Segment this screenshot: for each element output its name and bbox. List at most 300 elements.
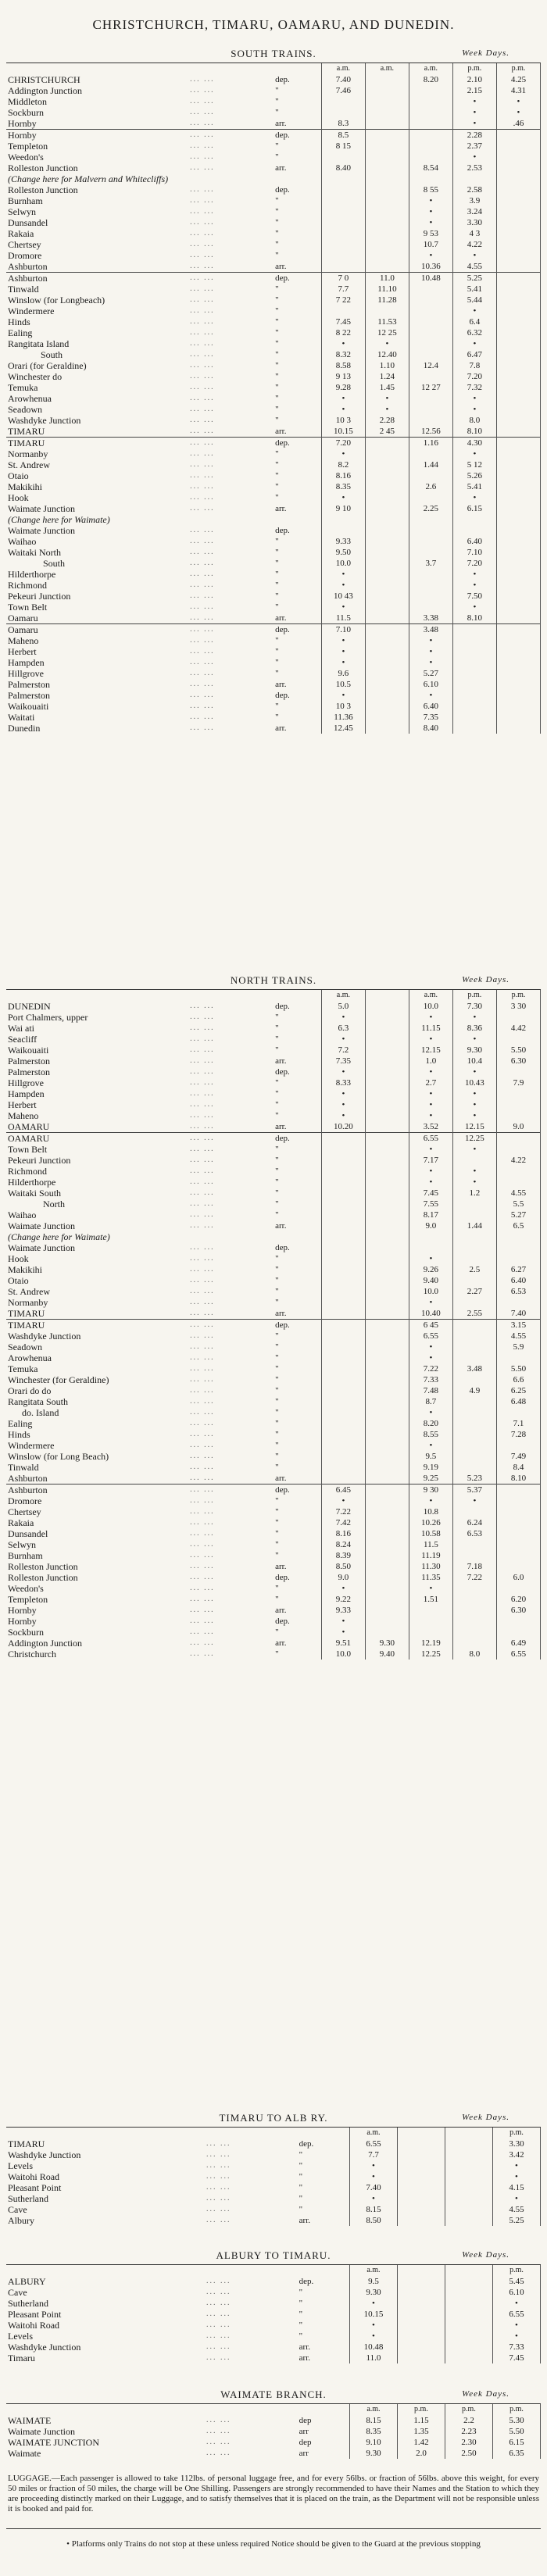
timetable-row xyxy=(6,679,541,690)
station-name: Dunsandel xyxy=(8,217,48,228)
train-time xyxy=(365,228,409,239)
train-time xyxy=(365,1374,409,1385)
train-time xyxy=(496,239,540,250)
train-time xyxy=(445,2353,492,2363)
train-time xyxy=(365,536,409,547)
leader-dots: ... ... xyxy=(190,284,215,293)
train-time xyxy=(445,2298,492,2309)
dep-arr-marker: " xyxy=(275,1551,279,1560)
timetable-row xyxy=(6,2287,541,2298)
timetable-row xyxy=(6,1451,541,1462)
train-time xyxy=(496,459,540,470)
footnote: • Platforms only Trains do not stop at these unless required Notice should be given to the Guard at the previous stopping xyxy=(66,2539,481,2549)
leader-dots: ... ... xyxy=(190,251,215,259)
train-time: • xyxy=(349,2320,397,2331)
train-time xyxy=(496,448,540,459)
leader-dots: ... ... xyxy=(190,317,215,326)
train-time: 2.10 xyxy=(452,74,496,85)
train-time xyxy=(365,1023,409,1034)
train-time xyxy=(365,141,409,152)
train-time xyxy=(365,1110,409,1121)
dep-arr-marker: " xyxy=(275,383,279,392)
train-time: 2.58 xyxy=(452,184,496,195)
train-time: 6.15 xyxy=(492,2437,540,2448)
leader-dots: ... ... xyxy=(190,1540,215,1549)
train-time xyxy=(496,426,540,438)
train-time: 6.4 xyxy=(452,316,496,327)
train-time: • xyxy=(409,1342,452,1352)
dep-arr-marker: " xyxy=(275,1111,279,1120)
train-time xyxy=(321,1144,365,1155)
station-name: Dunsandel xyxy=(8,1528,48,1539)
train-time: 9.25 xyxy=(409,1473,452,1485)
train-time xyxy=(365,1594,409,1605)
station-name: Hilderthorpe xyxy=(8,569,56,580)
train-time xyxy=(365,1121,409,1133)
dep-arr-marker: " xyxy=(275,471,279,481)
train-time: 10.15 xyxy=(349,2309,397,2320)
train-time: 10.7 xyxy=(409,239,452,250)
timetable-row xyxy=(6,1001,541,1012)
leader-dots: ... ... xyxy=(190,207,215,216)
dep-arr-marker: " xyxy=(275,1496,279,1506)
train-time: 7.22 xyxy=(452,1572,496,1583)
dep-arr-marker: " xyxy=(275,1419,279,1428)
dep-arr-marker: dep. xyxy=(275,1002,290,1011)
timetable-row xyxy=(6,107,541,118)
train-time xyxy=(445,2138,492,2149)
train-time: • xyxy=(452,152,496,163)
timetable-row xyxy=(6,426,541,438)
train-time: 6.40 xyxy=(496,1275,540,1286)
header-spacer xyxy=(298,2128,350,2138)
train-time: 6.0 xyxy=(496,1572,540,1583)
station-name: Hampden xyxy=(8,657,45,668)
train-time xyxy=(496,613,540,624)
train-time: 2.25 xyxy=(409,503,452,514)
train-time: 7.50 xyxy=(452,591,496,602)
train-time xyxy=(397,2276,445,2287)
timetable-row xyxy=(6,1363,541,1374)
train-time xyxy=(321,152,365,163)
train-time: 7.7 xyxy=(349,2149,397,2160)
train-time: • xyxy=(321,1088,365,1099)
train-time xyxy=(496,525,540,536)
timetable-row xyxy=(6,1331,541,1342)
timetable-row xyxy=(6,459,541,470)
dep-arr-marker: " xyxy=(275,1584,279,1593)
timetable-row xyxy=(6,448,541,459)
train-time: 3.52 xyxy=(409,1121,452,1133)
dep-arr-marker: " xyxy=(275,1199,279,1209)
train-time: 9.40 xyxy=(365,1649,409,1660)
timetable-row xyxy=(6,1220,541,1231)
train-time: • xyxy=(321,448,365,459)
train-time xyxy=(365,107,409,118)
train-time: • xyxy=(409,1012,452,1023)
train-time xyxy=(445,2287,492,2298)
train-time xyxy=(321,1242,365,1253)
train-time xyxy=(496,438,540,449)
timetable-row xyxy=(6,415,541,426)
train-time xyxy=(409,85,452,96)
train-time: 9.10 xyxy=(349,2437,397,2448)
train-time xyxy=(365,1485,409,1496)
train-time: • xyxy=(409,1099,452,1110)
ampm-row xyxy=(6,63,541,74)
train-time: 7.48 xyxy=(409,1385,452,1396)
station-name: North xyxy=(8,1199,65,1209)
timetable-row xyxy=(6,1506,541,1517)
timetable-row xyxy=(6,2342,541,2353)
train-time xyxy=(496,327,540,338)
timetable-row xyxy=(6,2448,541,2459)
dep-arr-marker: dep xyxy=(299,2438,312,2447)
train-time xyxy=(452,1297,496,1308)
train-time: 1.45 xyxy=(365,382,409,393)
train-time: 4.31 xyxy=(496,85,540,96)
leader-dots: ... ... xyxy=(190,1386,215,1395)
train-time: 8 22 xyxy=(321,327,365,338)
train-time: 7.55 xyxy=(409,1199,452,1209)
timetable-row xyxy=(6,569,541,580)
train-time: 2.2 xyxy=(445,2415,492,2426)
timetable-row xyxy=(6,1297,541,1308)
train-time: 6.48 xyxy=(496,1396,540,1407)
train-time xyxy=(365,1495,409,1506)
leader-dots: ... ... xyxy=(206,2277,231,2285)
train-time: 1.42 xyxy=(397,2437,445,2448)
train-time: 5.25 xyxy=(452,273,496,284)
dep-arr-marker: " xyxy=(275,295,279,305)
dep-arr-marker: " xyxy=(275,339,279,348)
train-time: 10.15 xyxy=(321,426,365,438)
train-time xyxy=(321,96,365,107)
dep-arr-marker: arr. xyxy=(299,2342,311,2352)
train-time xyxy=(365,1583,409,1594)
timetable-row xyxy=(6,2215,541,2226)
station-name: Burnham xyxy=(8,1550,43,1561)
train-time: 8.40 xyxy=(409,723,452,734)
timetable-row xyxy=(6,1605,541,1616)
dep-arr-marker: " xyxy=(275,416,279,425)
train-time xyxy=(496,305,540,316)
leader-dots: ... ... xyxy=(206,2172,231,2181)
station-name: Sutherland xyxy=(8,2193,48,2204)
train-time: • xyxy=(409,646,452,657)
train-time xyxy=(365,250,409,261)
train-time: 4.22 xyxy=(496,1155,540,1166)
train-time: 9.30 xyxy=(349,2448,397,2459)
leader-dots: ... ... xyxy=(190,1375,215,1384)
dep-arr-marker: " xyxy=(275,229,279,238)
train-time: • xyxy=(409,1177,452,1188)
dep-arr-marker: " xyxy=(275,1331,279,1341)
dep-arr-marker: " xyxy=(275,86,279,95)
train-time xyxy=(397,2193,445,2204)
ampm-label xyxy=(445,2128,492,2138)
leader-dots: ... ... xyxy=(190,218,215,227)
leader-dots: ... ... xyxy=(206,2342,231,2351)
timetable-row xyxy=(6,2276,541,2287)
train-time xyxy=(496,1297,540,1308)
train-time xyxy=(321,1473,365,1485)
train-time: 8.7 xyxy=(409,1396,452,1407)
leader-dots: ... ... xyxy=(206,2449,231,2457)
timetable-row xyxy=(6,613,541,624)
train-time xyxy=(365,459,409,470)
train-time xyxy=(445,2320,492,2331)
train-time: • xyxy=(321,635,365,646)
header-spacer xyxy=(205,2128,298,2138)
train-time: .46 xyxy=(496,118,540,130)
station-name: Arowhenua xyxy=(8,1352,52,1363)
train-time xyxy=(321,1440,365,1451)
train-time xyxy=(452,712,496,723)
train-time: • xyxy=(452,1177,496,1188)
leader-dots: ... ... xyxy=(190,394,215,402)
train-time: 12.25 xyxy=(409,1649,452,1660)
train-time xyxy=(496,657,540,668)
train-time xyxy=(365,1177,409,1188)
train-time: • xyxy=(492,2160,540,2171)
dep-arr-marker: " xyxy=(275,1298,279,1307)
train-time: 3.42 xyxy=(492,2149,540,2160)
train-time: 1.15 xyxy=(397,2415,445,2426)
train-time: • xyxy=(409,635,452,646)
train-time: • xyxy=(321,1627,365,1638)
timetable-row xyxy=(6,371,541,382)
train-time xyxy=(365,1001,409,1012)
station-name: Cave xyxy=(8,2204,27,2215)
train-time xyxy=(496,1177,540,1188)
station-name: Normanby xyxy=(8,448,48,459)
train-time: 6.20 xyxy=(496,1594,540,1605)
leader-dots: ... ... xyxy=(190,1474,215,1482)
train-time: • xyxy=(452,1495,496,1506)
leader-dots: ... ... xyxy=(190,1089,215,1098)
train-time xyxy=(496,316,540,327)
train-time xyxy=(365,668,409,679)
train-time: 6.55 xyxy=(492,2309,540,2320)
station-name: Cave xyxy=(8,2287,27,2298)
north-week-days: Week Days. xyxy=(462,975,509,984)
dep-arr-marker: " xyxy=(275,537,279,546)
train-time: 6.6 xyxy=(496,1374,540,1385)
train-time: 8.17 xyxy=(409,1209,452,1220)
header-spacer xyxy=(274,63,321,74)
train-time: 10.20 xyxy=(321,1121,365,1133)
train-time: 4 3 xyxy=(452,228,496,239)
station-name: Washdyke Junction xyxy=(8,1331,81,1342)
train-time: • xyxy=(409,1066,452,1077)
train-time: 9.51 xyxy=(321,1638,365,1649)
train-time: 7.22 xyxy=(321,1506,365,1517)
station-name: Selwyn xyxy=(8,1539,36,1550)
train-time xyxy=(496,295,540,305)
train-time: • xyxy=(452,1144,496,1155)
train-time: 9.0 xyxy=(321,1572,365,1583)
station-name: Addington Junction xyxy=(8,85,82,96)
train-time: 2.30 xyxy=(445,2437,492,2448)
leader-dots: ... ... xyxy=(190,1156,215,1164)
train-time: 2.15 xyxy=(452,85,496,96)
ampm-label: p.m. xyxy=(452,63,496,74)
train-time xyxy=(409,591,452,602)
train-time xyxy=(496,206,540,217)
timetable-row xyxy=(6,1023,541,1034)
train-time xyxy=(365,1199,409,1209)
train-time xyxy=(321,1407,365,1418)
train-time: 8.35 xyxy=(349,2426,397,2437)
timetable-row xyxy=(6,1308,541,1320)
train-time: • xyxy=(321,1583,365,1594)
dep-arr-marker: " xyxy=(275,1595,279,1604)
dep-arr-marker: " xyxy=(275,1024,279,1033)
station-name: Levels xyxy=(8,2331,33,2342)
train-time xyxy=(452,173,496,184)
train-time xyxy=(496,404,540,415)
train-time: 10.4 xyxy=(452,1056,496,1066)
timetable-row xyxy=(6,1177,541,1188)
train-time xyxy=(365,1320,409,1331)
train-time xyxy=(365,558,409,569)
timetable-row xyxy=(6,1517,541,1528)
station-name: Arowhenua xyxy=(8,393,52,404)
train-time: 8 15 xyxy=(321,141,365,152)
train-time xyxy=(365,1462,409,1473)
train-time: 8.15 xyxy=(349,2204,397,2215)
train-time xyxy=(321,1177,365,1188)
station-name: Makikihi xyxy=(8,481,42,492)
dep-arr-marker xyxy=(274,173,321,184)
train-time: 4.55 xyxy=(496,1188,540,1199)
station-name: Waitaki South xyxy=(8,1188,62,1199)
train-time xyxy=(365,1264,409,1275)
train-time xyxy=(365,118,409,130)
train-time xyxy=(365,624,409,636)
leader-dots: ... ... xyxy=(190,1188,215,1197)
timetable-row xyxy=(6,1649,541,1660)
dep-arr-marker: " xyxy=(299,2205,303,2214)
train-time xyxy=(452,1429,496,1440)
dep-arr-marker: " xyxy=(275,1156,279,1165)
train-time: 7.10 xyxy=(321,624,365,636)
train-time: 7.46 xyxy=(321,85,365,96)
train-time: 7.8 xyxy=(452,360,496,371)
train-time: 11.30 xyxy=(409,1561,452,1572)
train-time: 8.36 xyxy=(452,1023,496,1034)
train-time xyxy=(365,1539,409,1550)
train-time xyxy=(496,492,540,503)
train-time: 5 12 xyxy=(452,459,496,470)
train-time: • xyxy=(452,250,496,261)
train-time: 6.55 xyxy=(409,1133,452,1145)
train-time: • xyxy=(452,393,496,404)
train-time xyxy=(365,580,409,591)
station-name: Templeton xyxy=(8,1594,48,1605)
station-name: Ealing xyxy=(8,1418,33,1429)
train-time xyxy=(321,1331,365,1342)
train-time: • xyxy=(365,404,409,415)
station-name: Dromore xyxy=(8,1495,42,1506)
train-time xyxy=(321,173,365,184)
station-name: Dunedin xyxy=(8,723,41,734)
dep-arr-marker: " xyxy=(275,218,279,227)
station-name: Oamaru xyxy=(6,624,188,636)
train-time: 11.5 xyxy=(321,613,365,624)
dep-arr-marker: " xyxy=(275,449,279,459)
station-name: TIMARU xyxy=(8,1308,45,1319)
train-time xyxy=(321,1297,365,1308)
timetable-row xyxy=(6,239,541,250)
train-time: 10.26 xyxy=(409,1517,452,1528)
station-name: Waimate xyxy=(8,2448,41,2459)
train-time: • xyxy=(409,1110,452,1121)
train-time: 12.15 xyxy=(452,1121,496,1133)
train-time: 9 53 xyxy=(409,228,452,239)
train-time: 7.7 xyxy=(321,284,365,295)
train-time: 6.45 xyxy=(321,1485,365,1496)
train-time xyxy=(452,668,496,679)
timetable-row xyxy=(6,217,541,228)
train-time xyxy=(452,1638,496,1649)
dep-arr-marker: " xyxy=(299,2161,303,2170)
dep-arr-marker: arr. xyxy=(275,119,287,128)
train-time xyxy=(365,547,409,558)
train-time: 12 27 xyxy=(409,382,452,393)
station-name: Windermere xyxy=(8,305,55,316)
train-time xyxy=(452,1331,496,1342)
train-time: 8.20 xyxy=(409,1418,452,1429)
train-time: 5.9 xyxy=(496,1342,540,1352)
train-time: 10.0 xyxy=(409,1001,452,1012)
dep-arr-marker: " xyxy=(275,647,279,656)
train-time: 2.6 xyxy=(409,481,452,492)
dep-arr-marker: " xyxy=(275,152,279,162)
leader-dots: ... ... xyxy=(190,504,215,513)
train-time xyxy=(409,514,452,525)
leader-dots: ... ... xyxy=(190,108,215,116)
timetable-row xyxy=(6,338,541,349)
leader-dots: ... ... xyxy=(190,295,215,304)
ampm-row xyxy=(6,2128,541,2138)
train-time: 3.24 xyxy=(452,206,496,217)
train-time xyxy=(445,2215,492,2226)
train-time xyxy=(409,525,452,536)
albury-timaru-week-days: Week Days. xyxy=(462,2250,509,2260)
train-time: 10 3 xyxy=(321,701,365,712)
timetable-row xyxy=(6,525,541,536)
train-time: 9 10 xyxy=(321,503,365,514)
leader-dots: ... ... xyxy=(190,383,215,391)
train-time: 6.35 xyxy=(492,2448,540,2459)
timetable-row xyxy=(6,1099,541,1110)
train-time xyxy=(496,547,540,558)
timetable-row xyxy=(6,404,541,415)
train-time xyxy=(452,690,496,701)
dep-arr-marker: " xyxy=(275,394,279,403)
dep-arr-marker: " xyxy=(275,1430,279,1439)
ampm-label: a.m. xyxy=(409,63,452,74)
ampm-label xyxy=(365,990,409,1001)
dep-arr-marker: " xyxy=(275,1145,279,1154)
timetable-row xyxy=(6,438,541,449)
train-time xyxy=(321,1199,365,1209)
train-time xyxy=(452,624,496,636)
train-time: 10.0 xyxy=(409,1286,452,1297)
leader-dots: ... ... xyxy=(190,1177,215,1186)
